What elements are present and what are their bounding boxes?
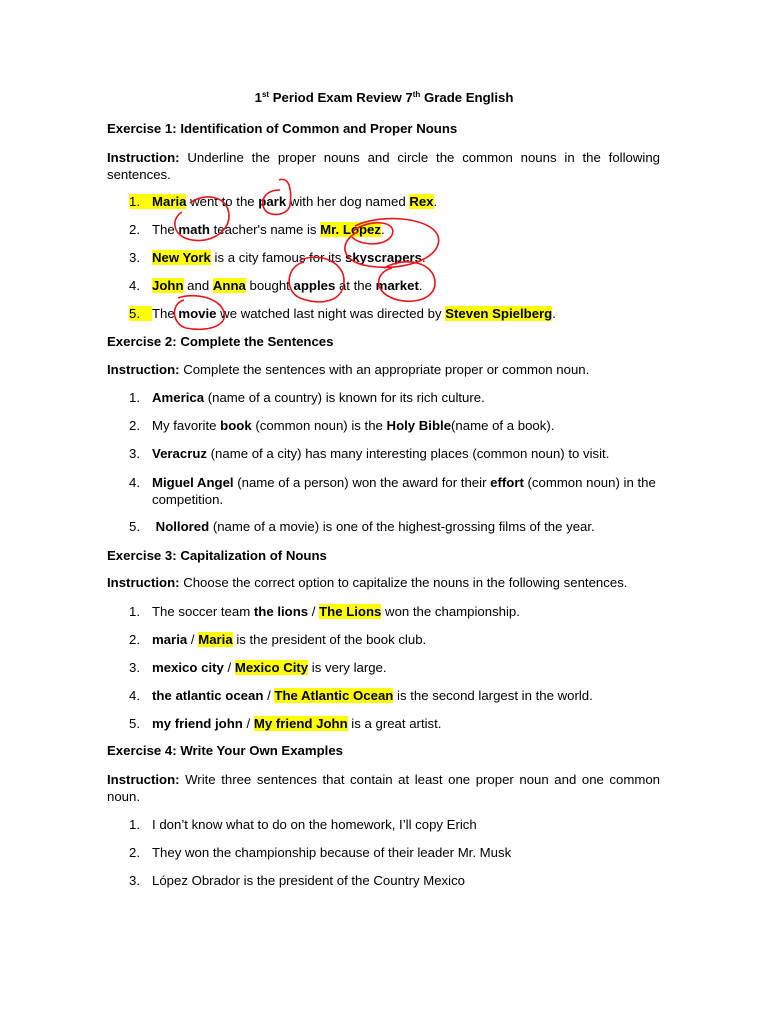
exercise-1-heading: Exercise 1: Identification of Common and Proper Nouns	[107, 121, 458, 136]
exercise-4-item-1: 1. I don’t know what to do on the homework, I’ll copy Erich	[129, 817, 477, 832]
exercise-2-item-4: 4. Miguel Angel (name of a person) won the award for their effort (common noun) in the competition.	[129, 475, 656, 507]
exercise-1-item-5: 5. The movie we watched last night was directed by Steven Spielberg.	[129, 306, 556, 321]
exercise-2-item-1: 1. America (name of a country) is known for its rich culture.	[129, 390, 485, 405]
exercise-2-instruction: Instruction: Complete the sentences with an appropriate proper or common noun.	[107, 362, 590, 377]
exercise-3-item-4: 4. the atlantic ocean / The Atlantic Ocean is the second largest in the world.	[129, 688, 593, 703]
exercise-1-item-1: 1. Maria went to the park with her dog named Rex.	[129, 194, 438, 209]
exercise-1-item-2: 2. The math teacher's name is Mr. Lopez.	[129, 222, 385, 237]
exercise-3-heading: Exercise 3: Capitalization of Nouns	[107, 548, 327, 563]
exercise-3-item-5: 5. my friend john / My friend John is a great artist.	[129, 716, 442, 731]
exercise-4-item-2: 2. They won the championship because of their leader Mr. Musk	[129, 845, 512, 860]
exercise-1-item-3: 3. New York is a city famous for its skyscrapers.	[129, 250, 426, 265]
page-title: 1st Period Exam Review 7th Grade English	[254, 90, 514, 105]
exercise-1-item-4: 4. John and Anna bought apples at the market.	[129, 278, 423, 293]
exercise-1-instruction: Instruction: Underline the proper nouns and circle the common nouns in the following sentences.	[107, 150, 660, 182]
exercise-2-item-5: 5. Nollored (name of a movie) is one of the highest-grossing films of the year.	[129, 519, 595, 534]
exercise-2-item-3: 3. Veracruz (name of a city) has many interesting places (common noun) to visit.	[129, 446, 610, 461]
exercise-2-item-2: 2. My favorite book (common noun) is the Holy Bible(name of a book).	[129, 418, 555, 433]
exercise-4-instruction: Instruction: Write three sentences that contain at least one proper noun and one common noun.	[107, 772, 660, 804]
exercise-3-item-1: 1. The soccer team the lions / The Lions won the championship.	[129, 604, 520, 619]
exercise-4-heading: Exercise 4: Write Your Own Examples	[107, 743, 344, 758]
exercise-4-item-3: 3. López Obrador is the president of the Country Mexico	[129, 873, 466, 888]
exercise-3-item-3: 3. mexico city / Mexico City is very large.	[129, 660, 387, 675]
exercise-2-heading: Exercise 2: Complete the Sentences	[107, 334, 334, 349]
exercise-3-instruction: Instruction: Choose the correct option to capitalize the nouns in the following sentences.	[107, 575, 628, 590]
exercise-3-item-2: 2. maria / Maria is the president of the book club.	[129, 632, 427, 647]
